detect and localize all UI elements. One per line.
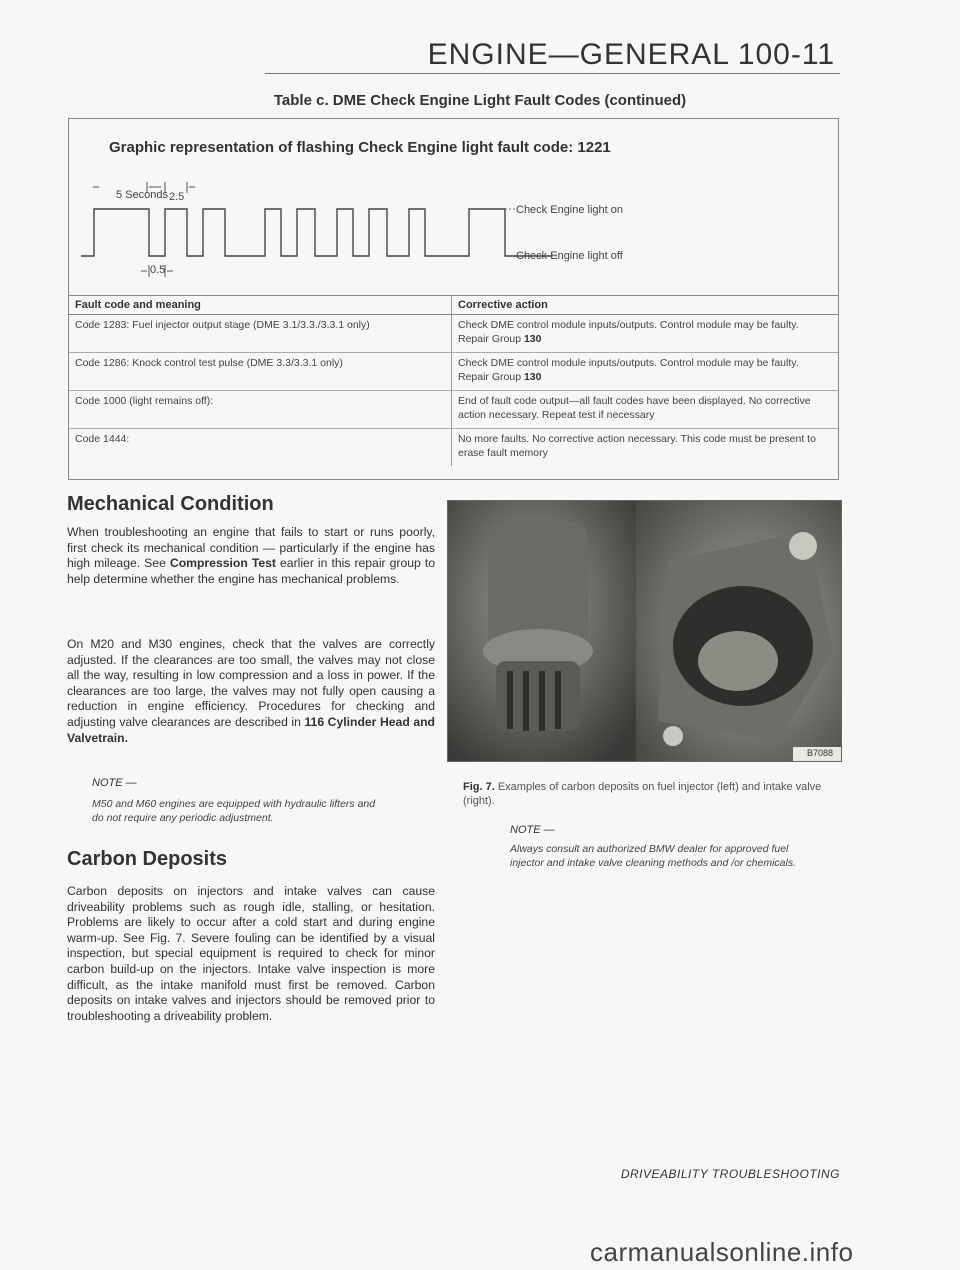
action-cell: No more faults. No corrective action necessary. This code must be present to erase fault memory: [458, 433, 816, 459]
table-row: [69, 353, 838, 391]
carbon-deposits-heading: Carbon Deposits: [67, 848, 228, 870]
page-number: 100-11: [737, 38, 835, 71]
watermark: carmanualsonline.info: [590, 1237, 854, 1267]
note-heading-lifters: NOTE —: [92, 777, 137, 789]
label-2-5: 2.5: [169, 191, 185, 203]
table-caption: Table c. DME Check Engine Light Fault Codes (continued): [273, 92, 687, 109]
fault-code-cell: Code 1000 (light remains off):: [69, 391, 452, 429]
note-text-lifters: M50 and M60 engines are equipped with hydraulic lifters and do not require any periodic adjustment.: [92, 798, 376, 824]
label-0-5: 0.5: [150, 264, 166, 276]
photo-id-label: B7088: [806, 748, 833, 758]
table-row: [69, 391, 838, 429]
table-row: [69, 315, 838, 353]
action-cell: End of fault code output—all fault codes have been displayed. No corrective action necessary. Repeat test if necessary: [452, 391, 839, 429]
legend-light-off: Check Engine light off: [516, 250, 623, 262]
legend-light-on: Check Engine light on: [516, 204, 624, 216]
note-text-cleaning: Always consult an authorized BMW dealer for approved fuel injector and intake valve cleaning methods and /or chemicals.: [510, 843, 796, 869]
note-heading-cleaning: NOTE —: [510, 824, 555, 836]
mechanical-paragraph-1: When troubleshooting an engine that fails to start or runs poorly, first check its mechanical condition — particularly if the engine has high mileage. See Compression Test earlier in this repair group to help determine whether the engine has mechanical problems.: [67, 525, 436, 586]
page-header: [0, 28, 960, 88]
table-row: [69, 429, 838, 467]
figure-caption: Fig. 7. Examples of carbon deposits on fuel injector (left) and intake valve (right).: [463, 781, 822, 807]
figure-7-photo: [447, 500, 842, 762]
carbon-paragraph: Carbon deposits on injectors and intake valves can cause driveability problems such as rough idle, stalling, or hesitation. Problems are likely to occur after a cold start and during engine warm-up. See Fig. 7. Severe fouling can be identified by a visual inspection, but special equipment is required to check for minor carbon build-up on the injectors. Intake valve inspection is more difficult, as the intake manifold must first be removed. Carbon deposits on intake valves and injectors should be removed prior to troubleshooting a driveability problem.: [67, 884, 435, 1023]
carbon-deposit-photo-icon: [448, 501, 842, 762]
table-header-row: [69, 296, 838, 315]
col-header-fault: Fault code and meaning: [69, 296, 452, 315]
fault-code-cell: Code 1444:: [69, 429, 452, 467]
label-5-seconds: 5 Seconds: [116, 189, 168, 201]
graphic-title: Graphic representation of flashing Check Engine light fault code: 1221: [109, 139, 611, 156]
section-title: ENGINE—GENERAL: [427, 38, 730, 71]
action-cell: Check DME control module inputs/outputs. Control module may be faulty. Repair Group 130: [452, 315, 839, 353]
mechanical-condition-heading: Mechanical Condition: [67, 493, 274, 515]
col-header-action: Corrective action: [452, 296, 839, 315]
fault-code-cell: Code 1283: Fuel injector output stage (DME 3.1/3.3./3.3.1 only): [69, 315, 452, 353]
fault-code-table: [69, 295, 838, 466]
fault-code-cell: Code 1286: Knock control test pulse (DME 3.3/3.3.1 only): [69, 353, 452, 391]
mechanical-paragraph-2: On M20 and M30 engines, check that the valves are correctly adjusted. If the clearances are too small, the valves may not close all the way, resulting in low compression and a loss in power. If the clearances are too large, the valves may not fully open causing a reduction in engine efficiency. Procedures for checking and adjusting valve clearances are described in 116 Cylinder Head and Valvetrain.: [67, 637, 435, 745]
fault-code-table-box: [68, 118, 839, 480]
header-rule: [265, 73, 840, 74]
action-cell: Check DME control module inputs/outputs. Control module may be faulty. Repair Group 130: [452, 353, 839, 391]
page-footer: DRIVEABILITY TROUBLESHOOTING: [620, 1167, 840, 1181]
